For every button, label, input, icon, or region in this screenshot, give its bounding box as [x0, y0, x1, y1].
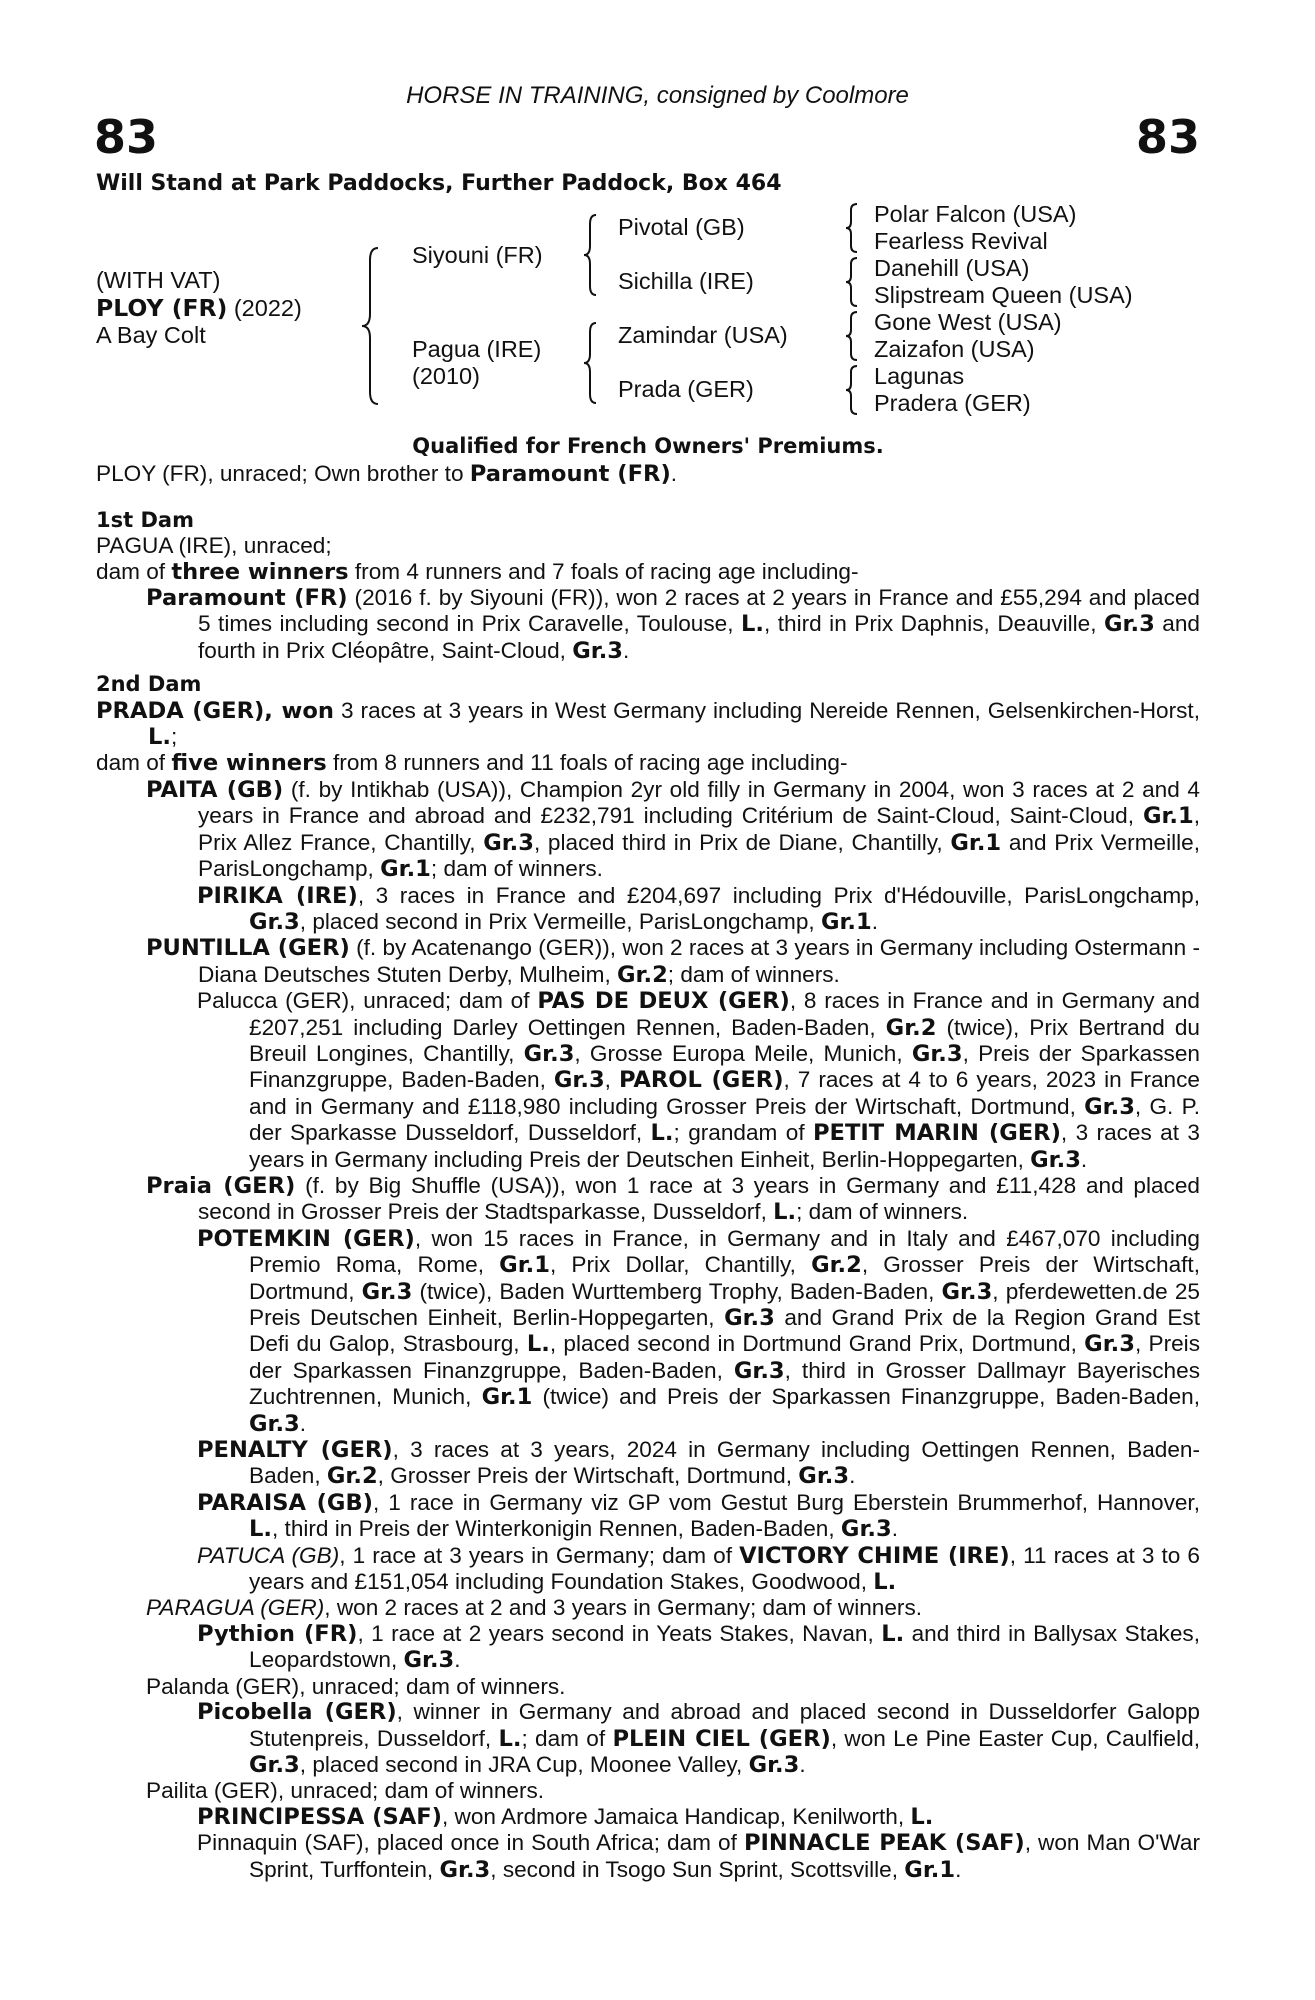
- dam-sire: Zamindar (USA): [618, 322, 788, 348]
- stabling-info: Will Stand at Park Paddocks, Further Paddock, Box 464: [96, 171, 782, 196]
- pedigree-brace-g4: [844, 364, 866, 416]
- grandsire-7: Lagunas: [874, 363, 965, 389]
- sire: Siyouni (FR): [412, 242, 543, 268]
- produce-palanda: Palanda (GER), unraced; dam of winners.: [146, 1673, 566, 1699]
- grandsire-2: Fearless Revival: [874, 228, 1048, 254]
- grandsire-3: Danehill (USA): [874, 255, 1030, 281]
- pedigree-brace-main: [360, 244, 390, 408]
- horse-year: (2022): [233, 295, 302, 321]
- dam-dam: Prada (GER): [618, 376, 754, 402]
- catalogue-body: [96, 434, 1200, 1883]
- produce-principessa: PRINCIPESSA (SAF), won Ardmore Jamaica Handicap, Kenilworth, L.: [197, 1803, 934, 1830]
- horse-name: PLOY (FR): [96, 294, 228, 322]
- produce-praia: Praia (GER) (f. by Big Shuffle (USA)), won 1 race at 3 years in Germany and £11,428 and placed second in Grosser Preis der Stadtsparkasse, Dusseldorf, L.; dam of winners.: [146, 1172, 1200, 1226]
- produce-palucca: Palucca (GER), unraced; dam of PAS DE DEUX (GER), 8 races in France and in Germany and £207,251 including Darley Oettingen Rennen, Baden-Baden, Gr.2 (twice), Prix Bertrand du Breuil Longines, Chantilly, Gr.3, Grosse Europa Meile, Munich, Gr.3, Preis der Sparkassen Finanzgruppe, Baden-Baden, Gr.3, PAROL (GER), 7 races at 4 to 6 years, 2023 in France and in Germany and £118,980 including Grosser Preis der Wirtschaft, Dortmund, Gr.3, G. P. der Sparkasse Dusseldorf, Dusseldorf, L.; grandam of PETIT MARIN (GER), 3 races at 3 years in Germany including Preis der Deutschen Einheit, Berlin-Hoppegarten, Gr.3.: [197, 988, 1201, 1173]
- pedigree-brace-g2: [844, 256, 866, 308]
- sire-sire: Pivotal (GB): [618, 214, 745, 240]
- second-dam-produce: dam of five winners from 8 runners and 11 foals of racing age including-: [96, 750, 848, 777]
- first-dam-heading: 1st Dam: [96, 507, 194, 532]
- first-dam-produce: dam of three winners from 4 runners and 7 foals of racing age including-: [96, 558, 859, 585]
- produce-pailita: Pailita (GER), unraced; dam of winners.: [146, 1778, 545, 1804]
- sire-dam: Sichilla (IRE): [618, 268, 754, 294]
- produce-paragua: PARAGUA (GER), won 2 races at 2 and 3 years in Germany; dam of winners.: [146, 1595, 923, 1621]
- lot-number-right: 83: [1135, 110, 1200, 164]
- pedigree-brace-sire: [582, 212, 606, 298]
- lot-number-left: 83: [94, 110, 159, 164]
- grandsire-4: Slipstream Queen (USA): [874, 282, 1133, 308]
- dam: Pagua (IRE): [412, 336, 542, 362]
- produce-pirika: PIRIKA (IRE), 3 races in France and £204,697 including Prix d'Hédouville, ParisLongchamp, Gr.3, placed second in Prix Vermeille, ParisLongchamp, Gr.1.: [197, 882, 1200, 935]
- grandsire-1: Polar Falcon (USA): [874, 201, 1077, 227]
- produce-puntilla: PUNTILLA (GER) (f. by Acatenango (GER)), won 2 races at 3 years in Germany including Ostermann - Diana Deutsches Stuten Derby, Mulheim, Gr.2; dam of winners.: [146, 935, 1200, 988]
- produce-patuca: PATUCA (GB), 1 race at 3 years in Germany; dam of VICTORY CHIME (IRE), 11 races at 3 to 6 years and £151,054 including Foundation Stakes, Goodwood, L.: [197, 1542, 1200, 1596]
- grandsire-5: Gone West (USA): [874, 309, 1062, 335]
- grandsire-6: Zaizafon (USA): [874, 336, 1035, 362]
- second-dam-line: PRADA (GER), won 3 races at 3 years in West Germany including Nereide Rennen, Gelsenkirchen-Horst, L.;: [96, 697, 1200, 751]
- produce-pythion: Pythion (FR), 1 race at 2 years second in Yeats Stakes, Navan, L. and third in Ballysax Stakes, Leopardstown, Gr.3.: [197, 1620, 1200, 1674]
- qualified-note: Qualified for French Owners' Premiums.: [412, 434, 884, 458]
- first-dam-line: PAGUA (IRE), unraced;: [96, 533, 332, 559]
- pedigree-brace-g3: [844, 310, 866, 362]
- produce-paita: PAITA (GB) (f. by Intikhab (USA)), Champion 2yr old filly in Germany in 2004, won 3 races at 2 and 4 years in France and abroad and £232,791 including Critérium de Saint-Cloud, Saint-Cloud, Gr.1, Prix Allez France, Chantilly, Gr.3, placed third in Prix de Diane, Chantilly, Gr.1 and Prix Vermeille, ParisLongchamp, Gr.1; dam of winners.: [146, 776, 1200, 883]
- produce-penalty: PENALTY (GER), 3 races at 3 years, 2024 in Germany including Oettingen Rennen, Baden-Baden, Gr.2, Grosser Preis der Wirtschaft, Dortmund, Gr.3.: [197, 1437, 1200, 1490]
- produce-paramount: Paramount (FR) (2016 f. by Siyouni (FR)), won 2 races at 2 years in France and £55,294 and placed 5 times including second in Prix Caravelle, Toulouse, L., third in Prix Daphnis, Deauville, Gr.3 and fourth in Prix Cléopâtre, Saint-Cloud, Gr.3.: [146, 585, 1200, 664]
- horse-description: A Bay Colt: [96, 322, 206, 348]
- produce-picobella: Picobella (GER), winner in Germany and abroad and placed second in Dusseldorfer Galopp Stutenpreis, Dusseldorf, L.; dam of PLEIN CIEL (GER), won Le Pine Easter Cup, Caulfield, Gr.3, placed second in JRA Cup, Moonee Valley, Gr.3.: [197, 1699, 1200, 1778]
- grandsire-8: Pradera (GER): [874, 390, 1031, 416]
- vat-note: (WITH VAT): [96, 267, 221, 293]
- horse-name-line: [96, 295, 302, 322]
- dam-year: (2010): [412, 363, 480, 389]
- pedigree-brace-g1: [844, 202, 866, 254]
- second-dam-heading: 2nd Dam: [96, 672, 202, 697]
- produce-pinnaquin: Pinnaquin (SAF), placed once in South Africa; dam of PINNACLE PEAK (SAF), won Man O'War Sprint, Turffontein, Gr.3, second in Tsogo Sun Sprint, Scottsville, Gr.1.: [197, 1830, 1200, 1883]
- pedigree-brace-dam: [582, 320, 606, 406]
- produce-potemkin: POTEMKIN (GER), won 15 races in France, in Germany and in Italy and £467,070 including Premio Roma, Rome, Gr.1, Prix Dollar, Chantilly, Gr.2, Grosser Preis der Wirtschaft, Dortmund, Gr.3 (twice), Baden Wurttemberg Trophy, Baden-Baden, Gr.3, pferdewetten.de 25 Preis Deutschen Einheit, Berlin-Hoppegarten, Gr.3 and Grand Prix de la Region Grand Est Defi du Galop, Strasbourg, L., placed second in Dortmund Grand Prix, Dortmund, Gr.3, Preis der Sparkassen Finanzgruppe, Baden-Baden, Gr.3, third in Grosser Dallmayr Bayerisches Zuchtrennen, Munich, Gr.1 (twice) and Preis der Sparkassen Finanzgruppe, Baden-Baden, Gr.3.: [197, 1225, 1200, 1437]
- catalogue-header: HORSE IN TRAINING, consigned by Coolmore: [406, 82, 909, 109]
- horse-summary: PLOY (FR), unraced; Own brother to Paramount (FR).: [96, 461, 678, 488]
- produce-paraisa: PARAISA (GB), 1 race in Germany viz GP vom Gestut Burg Eberstein Brummerhof, Hannover, L., third in Preis der Winterkonigin Rennen, Baden-Baden, Gr.3.: [197, 1489, 1200, 1543]
